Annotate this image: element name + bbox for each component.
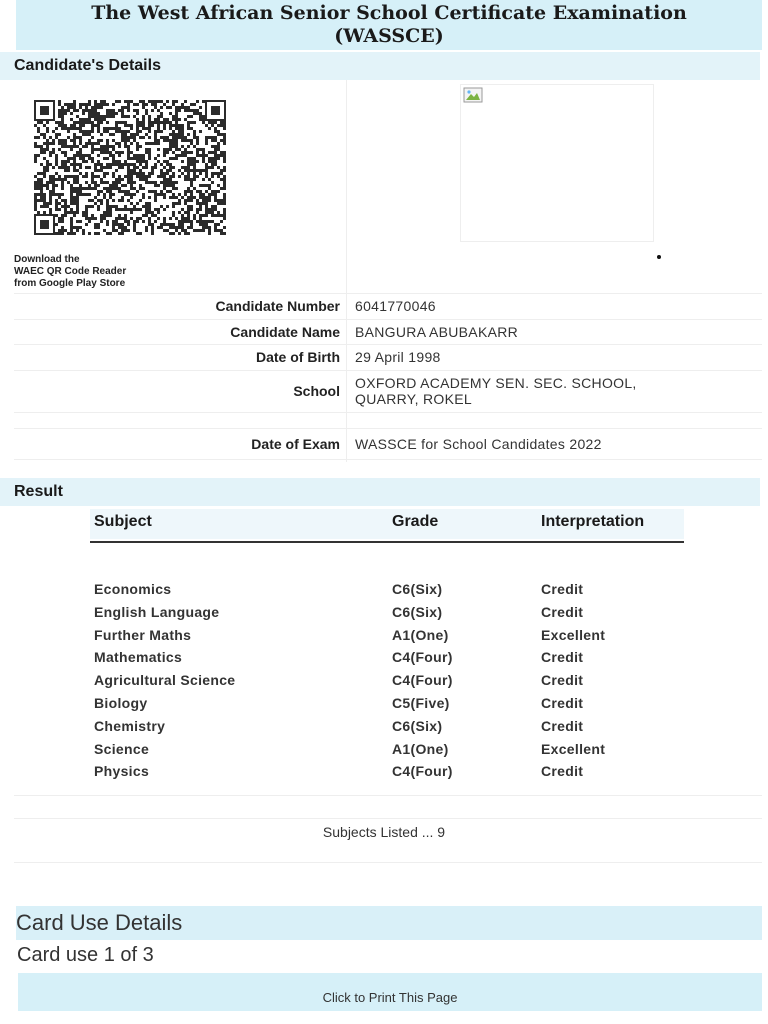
row-divider — [14, 818, 762, 819]
interpretation-cell: Credit — [541, 695, 584, 711]
card-use-heading: Card Use Details — [16, 906, 762, 940]
row-divider — [14, 862, 762, 863]
row-divider — [14, 344, 762, 345]
print-page-button[interactable]: Click to Print This Page — [322, 990, 458, 1005]
date-of-exam-value: WASSCE for School Candidates 2022 — [355, 436, 602, 452]
grade-column-header: Grade — [392, 513, 439, 530]
column-divider — [346, 80, 347, 462]
candidate-number-label: Candidate Number — [215, 298, 340, 314]
subject-cell: Science — [94, 741, 150, 757]
subject-cell: Mathematics — [94, 649, 183, 665]
candidate-photo — [460, 84, 654, 242]
card-use-count: Card use 1 of 3 — [17, 944, 154, 966]
candidate-details-heading: Candidate's Details — [0, 52, 760, 80]
row-divider — [14, 428, 762, 429]
interpretation-cell: Excellent — [541, 741, 606, 757]
interpretation-cell: Credit — [541, 763, 584, 779]
header-rule — [90, 541, 684, 543]
school-label: School — [293, 383, 340, 399]
page-title-line2: (WASSCE) — [334, 25, 444, 47]
candidate-number-value: 6041770046 — [355, 298, 436, 314]
speck-mark — [657, 255, 661, 259]
qr-note-line2: WAEC QR Code Reader — [14, 266, 127, 277]
subject-cell: Agricultural Science — [94, 672, 236, 688]
grade-cell: C4(Four) — [392, 672, 453, 688]
grade-cell: A1(One) — [392, 741, 449, 757]
interpretation-column-header: Interpretation — [541, 513, 645, 530]
qr-note-line1: Download the — [14, 254, 80, 265]
interpretation-cell: Credit — [541, 718, 584, 734]
subject-cell: Chemistry — [94, 718, 166, 734]
row-divider — [14, 412, 762, 413]
result-heading: Result — [0, 478, 760, 506]
candidate-name-value: BANGURA ABUBAKARR — [355, 324, 519, 340]
interpretation-cell: Credit — [541, 604, 584, 620]
grade-cell: C4(Four) — [392, 649, 453, 665]
qr-code-icon — [34, 100, 227, 237]
subject-cell: Physics — [94, 763, 150, 779]
school-value-line1: OXFORD ACADEMY SEN. SEC. SCHOOL, — [355, 375, 637, 391]
row-divider — [14, 795, 762, 796]
school-value — [355, 375, 637, 407]
grade-cell: C6(Six) — [392, 718, 443, 734]
qr-reader-note — [14, 254, 194, 290]
date-of-exam-label: Date of Exam — [251, 436, 340, 452]
grade-cell: C4(Four) — [392, 763, 453, 779]
subject-cell: English Language — [94, 604, 220, 620]
row-divider — [14, 459, 762, 460]
subjects-listed: Subjects Listed ... 9 — [322, 824, 446, 840]
subject-cell: Further Maths — [94, 627, 192, 643]
subject-column-header: Subject — [94, 513, 152, 530]
page-title-line1: The West African Senior School Certificate Examination — [91, 2, 687, 24]
interpretation-cell: Credit — [541, 581, 584, 597]
interpretation-cell: Credit — [541, 649, 584, 665]
grade-cell: C5(Five) — [392, 695, 450, 711]
page-title — [16, 2, 762, 48]
date-of-birth-label: Date of Birth — [256, 349, 340, 365]
grade-cell: A1(One) — [392, 627, 449, 643]
interpretation-cell: Excellent — [541, 627, 606, 643]
interpretation-cell: Credit — [541, 672, 584, 688]
row-divider — [14, 370, 762, 371]
row-divider — [14, 293, 762, 294]
grade-cell: C6(Six) — [392, 604, 443, 620]
school-value-line2: QUARRY, ROKEL — [355, 391, 472, 407]
subject-cell: Biology — [94, 695, 148, 711]
grade-cell: C6(Six) — [392, 581, 443, 597]
candidate-name-label: Candidate Name — [230, 324, 340, 340]
broken-image-icon — [463, 87, 483, 103]
qr-note-line3: from Google Play Store — [14, 278, 126, 289]
date-of-birth-value: 29 April 1998 — [355, 349, 441, 365]
subject-cell: Economics — [94, 581, 172, 597]
row-divider — [14, 319, 762, 320]
